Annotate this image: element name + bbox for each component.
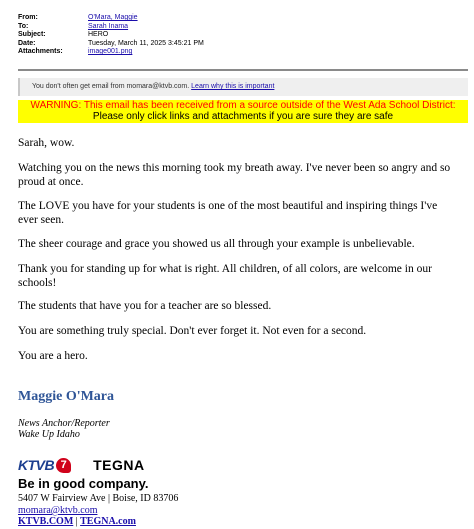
body-paragraph-1: Watching you on the news this morning took my breath away. I've never been so angry and so proud at once. xyxy=(18,162,451,188)
external-notice-text: You don't often get email from momara@ktvb.com. xyxy=(32,83,190,90)
external-warning-banner xyxy=(18,100,468,123)
date-value: Tuesday, March 11, 2025 3:45:21 PM xyxy=(88,39,204,47)
tegna-site-link[interactable]: TEGNA.com xyxy=(80,516,136,527)
signature-title xyxy=(18,418,110,440)
ktvb-seven-icon: 7 xyxy=(56,458,71,473)
attachments-label: Attachments: xyxy=(18,48,63,55)
signature-email-link[interactable]: momara@ktvb.com xyxy=(18,505,98,516)
ktvb-logo: KTVB xyxy=(18,457,55,473)
body-paragraph-2: The LOVE you have for your students is one of the most beautiful and inspiring things I've ever seen. xyxy=(18,200,438,226)
body-paragraph-6: You are something truly special. Don't ever forget it. Not even for a second. xyxy=(18,325,367,337)
body-paragraph-3: The sheer courage and grace you showed us all through your example is unbelievable. xyxy=(18,238,415,250)
signature-links xyxy=(18,516,136,527)
warning-line-1: WARNING: This email has been received from a source outside of the West Ada School District: xyxy=(30,100,456,111)
greeting: Sarah, wow. xyxy=(18,137,75,149)
ktvb-site-link[interactable]: KTVB.COM xyxy=(18,516,74,527)
warning-line-2: Please only click links and attachments if you are sure they are safe xyxy=(92,111,394,122)
signature-tagline: Be in good company. xyxy=(18,476,149,491)
subject-value: HERO xyxy=(88,31,109,38)
signature-logos xyxy=(18,457,145,473)
to-link[interactable]: Sarah Inama xyxy=(88,22,129,30)
link-separator: | xyxy=(75,516,78,527)
signature-name: Maggie O'Mara xyxy=(18,389,115,404)
signature-address: 5407 W Fairview Ave | Boise, ID 83706 xyxy=(18,493,179,504)
to-label: To: xyxy=(18,22,29,30)
external-sender-notice xyxy=(18,78,468,96)
body-paragraph-4: Thank you for standing up for what is right. All children, of all colors, are welcome in our schools! xyxy=(18,263,432,289)
subject-label: Subject: xyxy=(18,31,46,38)
header-divider xyxy=(18,69,468,71)
body-paragraph-7: You are a hero. xyxy=(18,350,88,362)
attachment-link[interactable]: image001.png xyxy=(88,48,133,55)
body-paragraph-5: The students that have you for a teacher are so blessed. xyxy=(18,300,272,312)
from-label: From: xyxy=(18,14,38,21)
signature-title-line-2: Wake Up Idaho xyxy=(18,429,80,440)
learn-why-link[interactable]: Learn why this is important xyxy=(191,83,275,90)
email-header xyxy=(18,14,204,57)
from-link[interactable]: O'Mara, Maggie xyxy=(88,14,138,21)
tegna-logo: TEGNA xyxy=(93,457,145,473)
date-label: Date: xyxy=(18,39,36,47)
signature-title-line-1: News Anchor/Reporter xyxy=(18,418,110,429)
